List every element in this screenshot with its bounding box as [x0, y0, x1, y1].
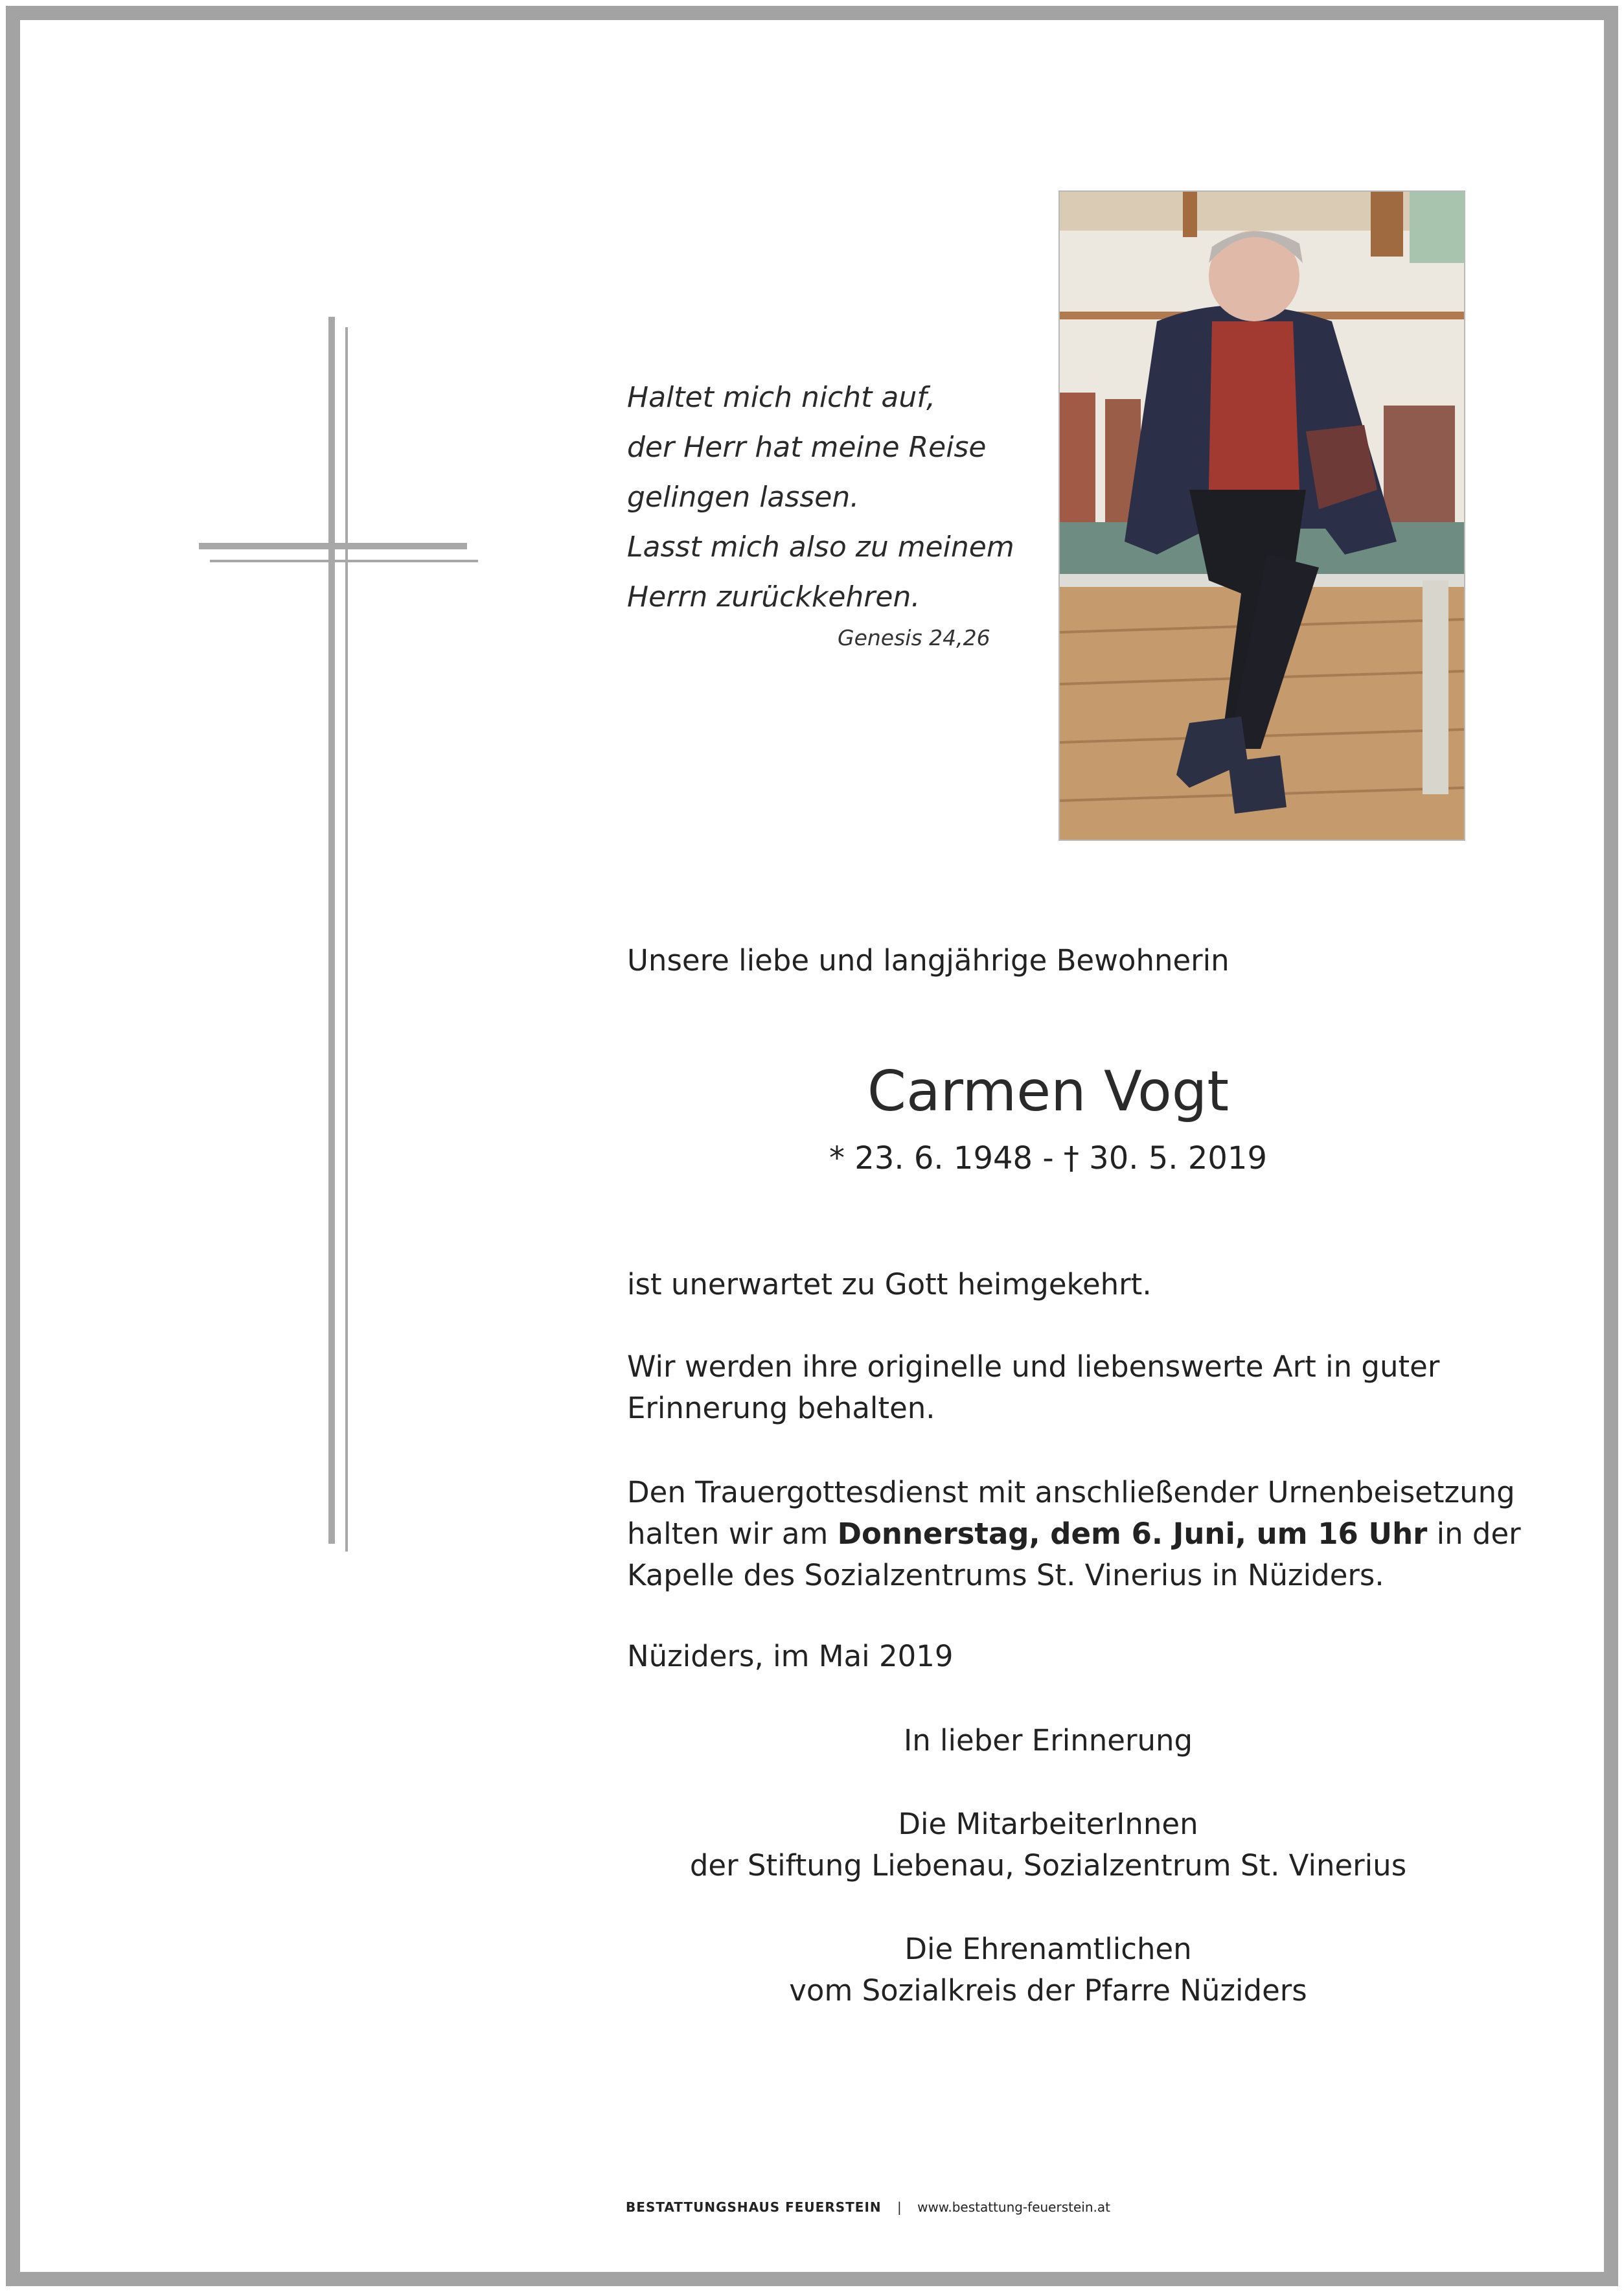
deceased-name: Carmen Vogt — [867, 1059, 1229, 1124]
signatory-detail: vom Sozialkreis der Pfarre Nüziders — [789, 1973, 1307, 2008]
service-text: halten wir am — [627, 1517, 838, 1551]
quote-reference: Genesis 24,26 — [838, 625, 990, 650]
message-text: ist unerwartet zu Gott heimgekehrt. — [627, 1267, 1152, 1301]
service-paragraph — [627, 1472, 1521, 1596]
closing-text: In lieber Erinnerung — [903, 1723, 1193, 1758]
place-date: Nüziders, im Mai 2019 — [627, 1639, 954, 1673]
service-text: in der — [1427, 1517, 1521, 1551]
signatory-detail: der Stiftung Liebenau, Sozialzentrum St. Vinerius — [689, 1848, 1407, 1883]
quote-line: Herrn zurückkehren. — [627, 580, 921, 613]
intro-text: Unsere liebe und langjährige Bewohnerin — [627, 943, 1229, 978]
portrait-photo — [1058, 190, 1465, 841]
bible-quote — [627, 372, 1029, 650]
footer — [583, 2199, 1153, 2215]
footer-website-link[interactable]: www.bestattung-feuerstein.at — [917, 2199, 1110, 2215]
service-line: Den Trauergottesdienst mit anschließender Urnenbeisetzung — [627, 1475, 1515, 1509]
footer-separator: | — [897, 2199, 902, 2215]
quote-line: Lasst mich also zu meinem — [627, 531, 1014, 564]
service-datetime: Donnerstag, dem 6. Juni, um 16 Uhr — [837, 1517, 1428, 1551]
quote-line: Haltet mich nicht auf, — [627, 381, 935, 414]
service-line: Kapelle des Sozialzentrums St. Vinerius in Nüziders. — [627, 1558, 1384, 1592]
memory-paragraph — [627, 1346, 1469, 1429]
life-dates: * 23. 6. 1948 - † 30. 5. 2019 — [829, 1140, 1267, 1176]
quote-line: gelingen lassen. — [627, 481, 860, 514]
service-line — [627, 1513, 1521, 1555]
memory-line: Erinnerung behalten. — [627, 1391, 935, 1425]
memory-line: Wir werden ihre originelle und liebenswerte Art in guter — [627, 1349, 1440, 1384]
footer-company: BESTATTUNGSHAUS FEUERSTEIN — [626, 2199, 882, 2215]
signatory-title: Die Ehrenamtlichen — [904, 1932, 1192, 1966]
signatory-title: Die MitarbeiterInnen — [898, 1807, 1198, 1841]
quote-line: der Herr hat meine Reise — [627, 431, 987, 464]
